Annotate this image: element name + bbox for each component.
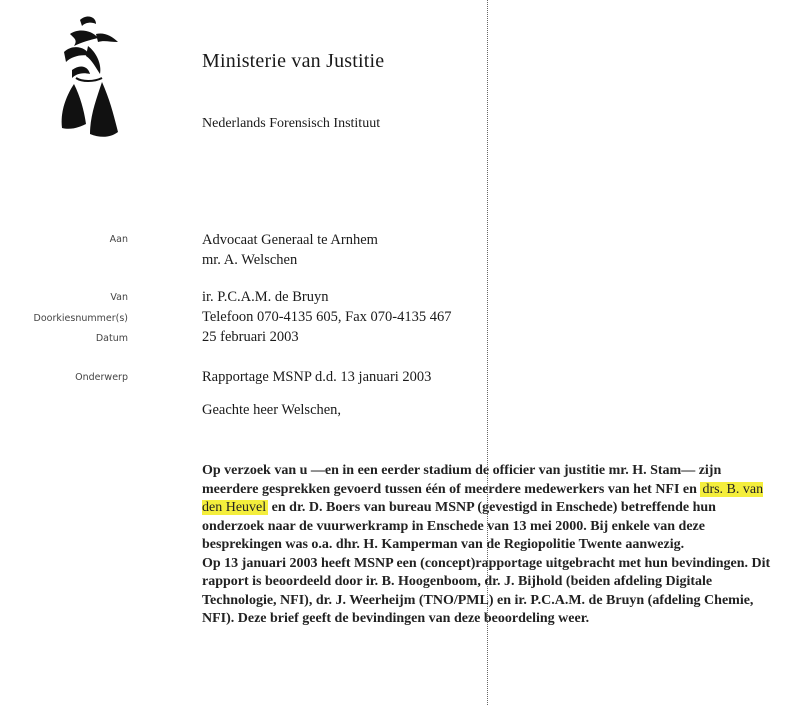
paragraph-1-start: Op verzoek van u —en in een eerder stadium de officier van justitie mr. H. Stam— zijn meerdere gesprekken gevoerd tussen één of meerdere medewerkers van het NFI en [202,463,722,497]
from-value: ir. P.C.A.M. de Bruyn [202,289,329,305]
phone-label: Doorkiesnummer(s) [33,313,128,324]
date-value: 25 februari 2003 [202,329,299,345]
phone-value: Telefoon 070-4135 605, Fax 070-4135 467 [202,309,452,325]
subject-label: Onderwerp [75,372,128,383]
highlighted-name: drs. B. van den Heuvel [202,481,764,515]
scan-fold-line [487,0,488,705]
paragraph-2: Op 13 januari 2003 heeft MSNP een (concept)rapportage uitgebracht met hun bevindingen. Dit rapport is beoordeeld door ir. B. Hoogenboom, dr. J. Bijhold (beiden afdeling Digitale Technologie, NFI), dr. J. Weerheijm (TNO/PML) en ir. P.C.A.M. de Bruyn (afdeling Chemie, NFI). Deze brief geeft de bevindingen van deze beoordeling weer. [202,555,771,626]
subject-value: Rapportage MSNP d.d. 13 januari 2003 [202,369,432,385]
to-label: Aan [109,234,128,245]
date-label: Datum [95,333,128,344]
salutation: Geachte heer Welschen, [202,402,342,418]
page-title: Ministerie van Justitie [202,50,385,72]
to-line-2: mr. A. Welschen [202,252,298,268]
paragraph-1-end: en dr. D. Boers van bureau MSNP (gevestigd in Enschede) betreffende hun onderzoek naar de vuurwerkramp in Enschede van 13 mei 2000. Bij enkele van deze besprekingen was o.a. dhr. H. Kamperman van de Regiopolitie Twente aanwezig. [202,500,716,552]
institute-subtitle: Nederlands Forensisch Instituut [202,116,381,131]
from-label: Van [110,292,128,303]
to-line-1: Advocaat Generaal te Arnhem [202,232,378,248]
justice-logo-icon [52,12,142,142]
